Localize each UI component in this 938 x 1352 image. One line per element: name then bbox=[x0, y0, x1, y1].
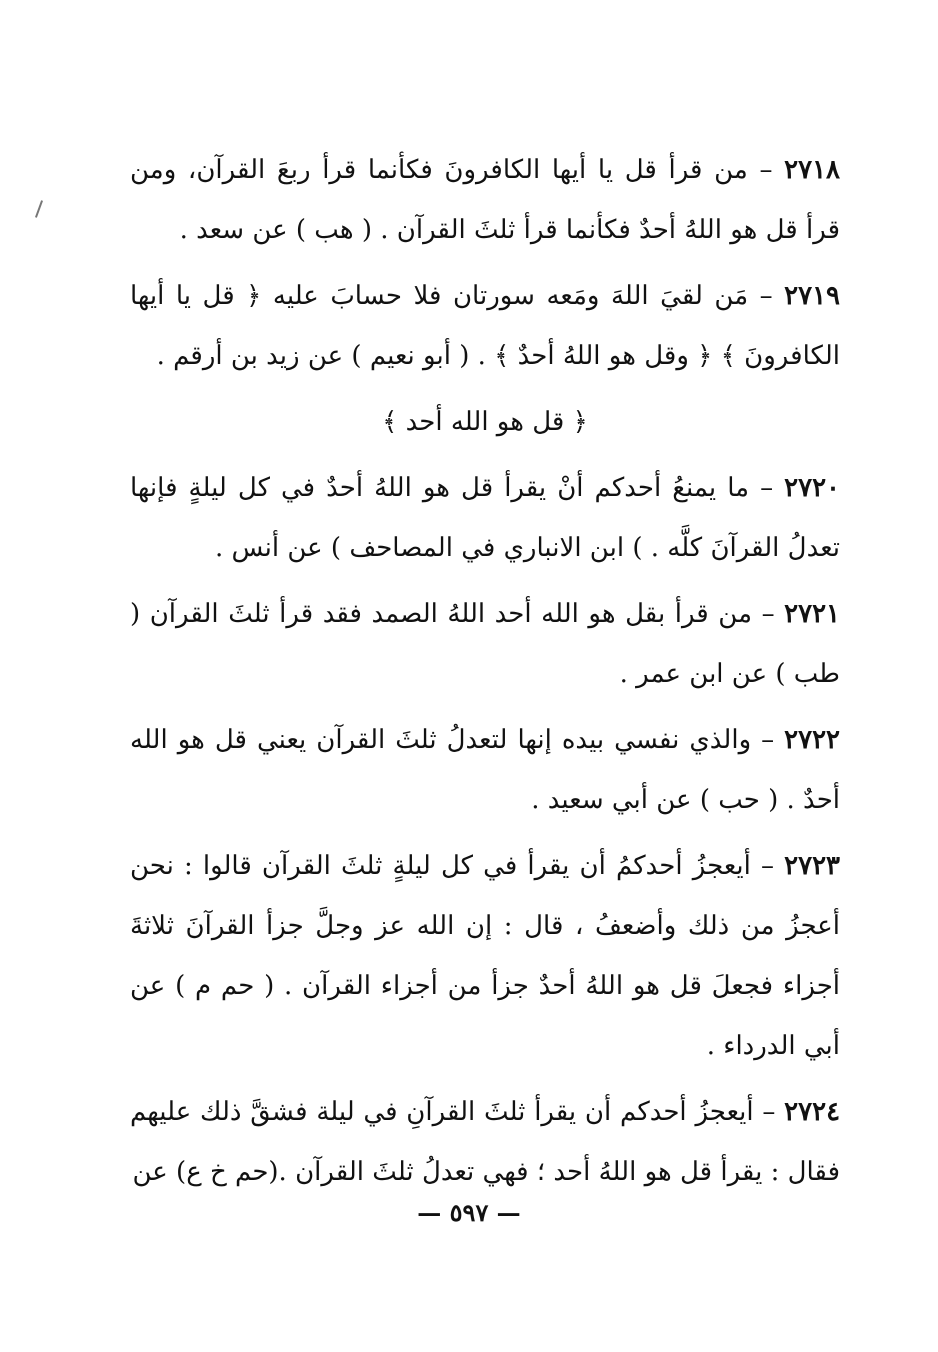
entry-2719 bbox=[130, 266, 840, 386]
entry-2723 bbox=[130, 836, 840, 1076]
entry-text: أيعجزُ أحدكم أن يقرأ ثلثَ القرآنِ في ليلة فشقَّ ذلك عليهم فقال : يقرأ قل هو اللهُ أحد ؛ فهي تعدلُ ثلثَ القرآن .(حم خ ع) عن bbox=[130, 1097, 840, 1187]
entry-number: ٢٧٢٣ bbox=[784, 851, 840, 881]
entry-dash: – bbox=[752, 599, 775, 629]
entry-number: ٢٧١٩ bbox=[784, 281, 841, 311]
entry-2722 bbox=[130, 710, 840, 830]
section-heading: ﴿ قل هو الله أحد ﴾ bbox=[382, 407, 588, 437]
entry-dash: – bbox=[751, 725, 775, 755]
margin-mark bbox=[35, 200, 43, 218]
entry-dash: – bbox=[749, 473, 774, 503]
entry-dash: – bbox=[753, 1097, 776, 1127]
entry-number: ٢٧٢٤ bbox=[784, 1097, 841, 1127]
entry-number: ٢٧٢٠ bbox=[784, 473, 841, 503]
entry-2721 bbox=[130, 584, 840, 704]
entry-text: أيعجزُ أحدكمُ أن يقرأ في كل ليلةٍ ثلثَ القرآن قالوا : نحن أعجزُ من ذلك وأضعفُ ، قال : إن الله عز وجلَّ جزأ القرآنَ ثلاثةَ أجزاء فجعلَ قل هو اللهُ أحدٌ جزأ من أجزاء القرآن . ( حم م ) عن أبي الدرداء . bbox=[130, 851, 840, 1061]
page-number: — ٥٩٧ — bbox=[417, 1198, 521, 1227]
text-body bbox=[130, 140, 840, 1208]
entry-number: ٢٧٢٢ bbox=[784, 725, 841, 755]
entry-text: ما يمنعُ أحدكم أنْ يقرأ قل هو اللهُ أحدٌ في كل ليلةٍ فإنها تعدلُ القرآنَ كلَّه . ) ابن الانباري في المصاحف ) عن أنس . bbox=[130, 473, 840, 563]
entry-number: ٢٧١٨ bbox=[784, 155, 841, 185]
entry-2724 bbox=[130, 1082, 840, 1202]
entry-text: مَن لقيَ اللهَ ومَعه سورتان فلا حسابَ عليه ﴿ قل يا أيها الكافرونَ ﴾ ﴿ وقل هو اللهُ أحدٌ ﴾ . ( أبو نعيم ) عن زيد بن أرقم . bbox=[130, 281, 840, 371]
entry-dash: – bbox=[747, 155, 773, 185]
entry-dash: – bbox=[748, 281, 773, 311]
entry-text: والذي نفسي بيده إنها لتعدلُ ثلثَ القرآن يعني قل هو الله أحدٌ . ( حب ) عن أبي سعيد . bbox=[130, 725, 840, 815]
entry-text: من قرأ قل يا أيها الكافرونَ فكأنما قرأ ربعَ القرآن، ومن قرأ قل هو اللهُ أحدٌ فكأنما قرأ ثلثَ القرآن . ( هب ) عن سعد . bbox=[130, 155, 840, 245]
entry-2720 bbox=[130, 458, 840, 578]
entry-dash: – bbox=[750, 851, 774, 881]
entry-number: ٢٧٢١ bbox=[784, 599, 840, 629]
entry-text: من قرأ بقل هو الله أحد اللهُ الصمد فقد قرأ ثلثَ القرآن ( طب ) عن ابن عمر . bbox=[130, 599, 840, 689]
entry-2718 bbox=[130, 140, 840, 260]
